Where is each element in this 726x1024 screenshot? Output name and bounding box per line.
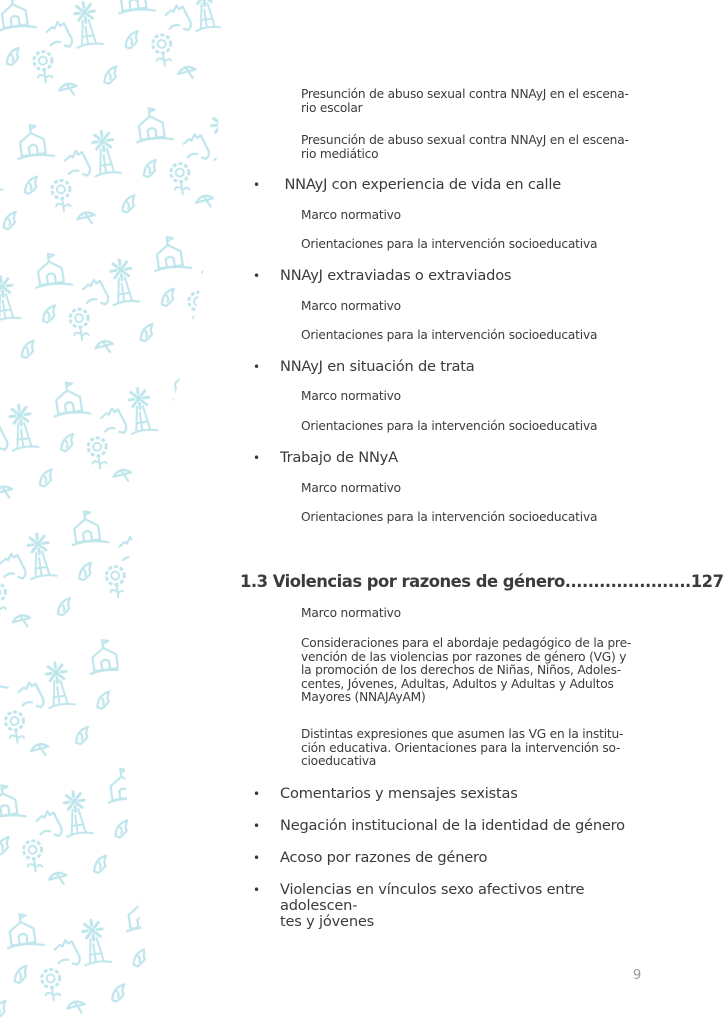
toc-bullet-label: NNAyJ con experiencia de vida en calle — [280, 176, 561, 193]
page-number: 9 — [633, 968, 642, 983]
dot-leader: ...................... — [564, 572, 691, 591]
section-page-number: 127 — [690, 572, 724, 591]
bullet-icon: • — [253, 819, 260, 833]
toc-subitem-text: Orientaciones para la intervención socioeducativa — [301, 237, 598, 251]
toc-bullet-label: NNAyJ en situación de trata — [280, 358, 475, 375]
toc-subitem[interactable] — [301, 728, 641, 769]
toc-bullet-label: Trabajo de NNyA — [280, 449, 398, 466]
toc-subitem-text: Marco normativo — [301, 481, 401, 495]
toc-bullet-label: Comentarios y mensajes sexistas — [280, 785, 518, 802]
section-heading[interactable] — [240, 572, 724, 592]
toc-bullet-label: Negación institucional de la identidad de género — [280, 817, 625, 834]
toc-bullet-label: Acoso por razones de género — [280, 849, 488, 866]
section-title: 1.3 Violencias por razones de género — [240, 572, 565, 591]
toc-subitem[interactable] — [301, 606, 641, 620]
toc-subitem[interactable] — [301, 237, 641, 251]
toc-subitem-text: Marco normativo — [301, 299, 401, 313]
toc-subitem[interactable] — [301, 637, 641, 705]
toc-subitem-text: Distintas expresiones que asumen las VG en la institu- ción educativa. Orientaciones para la intervención so- cioeducativa — [301, 727, 624, 769]
bullet-icon: • — [253, 451, 260, 465]
toc-subitem-text: Orientaciones para la intervención socioeducativa — [301, 419, 598, 433]
toc-subitem-text: Presunción de abuso sexual contra NNAyJ en el escena- rio mediático — [301, 133, 629, 161]
toc-bullet-label: Violencias en vínculos sexo afectivos entre adolescen- tes y jóvenes — [280, 881, 585, 930]
toc-subitem[interactable] — [301, 208, 641, 222]
toc-subitem[interactable] — [301, 87, 641, 115]
toc-bullet-label: NNAyJ extraviadas o extraviados — [280, 267, 512, 284]
toc-subitem-text: Orientaciones para la intervención socioeducativa — [301, 510, 598, 524]
toc-subitem[interactable] — [301, 299, 641, 313]
toc-subitem-text: Presunción de abuso sexual contra NNAyJ en el escena- rio escolar — [301, 87, 629, 115]
toc-subitem[interactable] — [301, 389, 641, 403]
toc-subitem-text: Marco normativo — [301, 606, 401, 620]
bullet-icon: • — [253, 269, 260, 283]
toc-subitem[interactable] — [301, 419, 641, 433]
bullet-icon: • — [253, 360, 260, 374]
bullet-icon: • — [253, 883, 260, 897]
toc-subitem[interactable] — [301, 328, 641, 342]
toc-subitem[interactable] — [301, 481, 641, 495]
toc-subitem-text: Orientaciones para la intervención socioeducativa — [301, 328, 598, 342]
toc-subitem-text: Consideraciones para el abordaje pedagógico de la pre- vención de las violencias por razones de género (VG) y la promoción de los derechos de Niñas, Niños, Adoles- centes, Jóvenes, Adultas, Adultos y Adultas y Adultos Mayores (NNAJAyAM) — [301, 636, 632, 705]
toc-subitem[interactable] — [301, 510, 641, 524]
toc-subitem-text: Marco normativo — [301, 389, 401, 403]
bullet-icon: • — [253, 178, 260, 192]
toc-subitem[interactable] — [301, 133, 641, 161]
toc-subitem-text: Marco normativo — [301, 208, 401, 222]
bullet-icon: • — [253, 787, 260, 801]
bullet-icon: • — [253, 851, 260, 865]
